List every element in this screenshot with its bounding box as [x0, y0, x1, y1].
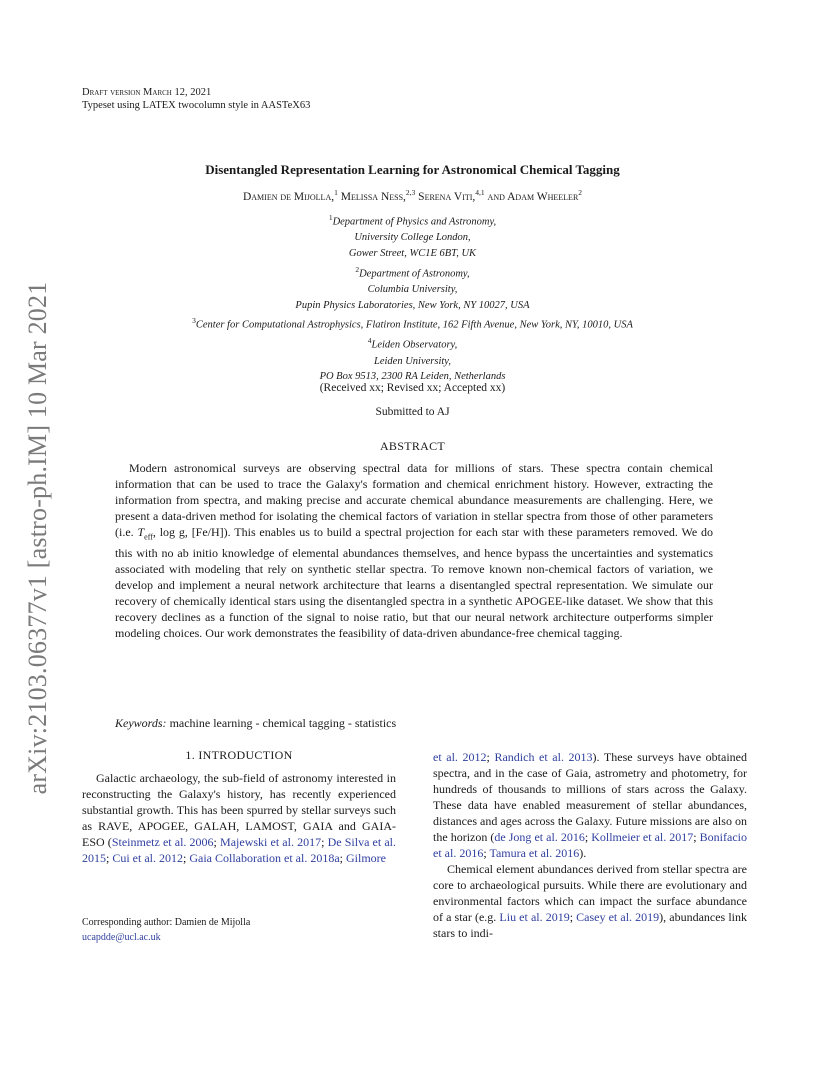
- author: Serena Viti,$^{4,1}$: [418, 188, 485, 203]
- citation-link[interactable]: Casey et al. 2019: [576, 910, 660, 924]
- received-dates: (Received xx; Revised xx; Accepted xx): [319, 382, 506, 394]
- affiliation-line: PO Box 9513, 2300 RA Leiden, Netherlands: [319, 371, 506, 383]
- abstract-body: Modern astronomical surveys are observing spectral data for millions of stars. These spectra contain chemical information that can be used to trace the Galaxy's formation and chemical enrichment history. However, extracting the information from spectra, and making precise and accurate chemical abundance measurements are challenging. Here, we present a data-driven method for isolating the chemical factors of variation in stellar spectra from those of other parameters (i.e. $T_{eff}$, log g, [Fe/H]). This enables us to build a spectral projection for each star with these parameters removed. We do this with no ab initio knowledge of elemental abundances themselves, and hence bypass the uncertainties and systematics associated with modeling that rely on synthetic stellar spectra. To remove known non-chemical factors of variation, we develop and implement a neural network architecture that learns a disentangled spectral representation. We simulate our recovery of chemically identical stars using the disentangled spectra in a synthetic APOGEE-like dataset. We show that this recovery declines as a function of the signal to noise ratio, but that our neural network architecture outperforms simpler modeling choices. Our work demonstrates the feasibility of data-driven abundance-free chemical tagging.: [115, 461, 714, 641]
- draft-version: Draft version March 12, 2021: [82, 87, 212, 98]
- citation-link[interactable]: Gaia Collaboration et al. 2018a: [189, 851, 340, 865]
- affiliation-line: University College London,: [354, 232, 471, 244]
- affiliation-line: $^2$Department of Astronomy,: [355, 264, 470, 280]
- author: and Adam Wheeler$^2$: [487, 188, 583, 203]
- typeset-note: Typeset using LATEX twocolumn style in AASTeX63: [82, 100, 311, 111]
- section-heading: 1. INTRODUCTION: [185, 748, 293, 762]
- left-column: Galactic archaeology, the sub-field of astronomy interested in reconstructing the Galaxy's history, has recently experienced substantial growth. This has been spurred by stellar surveys such as RAVE, APOGEE, GALAH, LAMOST, GAIA and GAIA-ESO (Steinmetz et al. 2006; Majewski et al. 2017; De Silva et al. 2015; Cui et al. 2012; Gaia Collaboration et al. 2018a; Gilmore: [82, 771, 396, 865]
- corresponding-author: Corresponding author: Damien de Mijolla: [82, 917, 251, 928]
- affiliation-line: $^3$Center for Computational Astrophysics, Flatiron Institute, 162 Fifth Avenue, New York, NY, 10010, USA: [192, 316, 633, 331]
- citation-link[interactable]: Steinmetz et al. 2006: [111, 835, 214, 849]
- arxiv-stamp: [14, 268, 62, 808]
- citation-link[interactable]: Liu et al. 2019: [499, 910, 570, 924]
- affiliation-line: Columbia University,: [367, 283, 458, 295]
- affiliation-line: $^1$Department of Physics and Astronomy,: [328, 213, 497, 228]
- footnote: [82, 915, 250, 945]
- right-column: et al. 2012; Randich et al. 2013). These surveys have obtained spectra, and in the case of Gaia, astrometry and photometry, for hundreds of thousands to millions of stars across the Galaxy. These data have enabled measurement of stellar abundances, distances and ages across the Galaxy. Future missions are also on the horizon (de Jong et al. 2016; Kollmeier et al. 2017; Bonifacio et al. 2016; Tamura et al. 2016). Chemical element abundances derived from stellar spectra are core to archaeological pursuits. While there are evolutionary and environmental factors which can impact the surface abundance of a star (e.g. Liu et al. 2019; Casey et al. 2019), abundances link stars to indi-: [433, 750, 747, 940]
- email-link[interactable]: ucapdde@ucl.ac.uk: [82, 932, 161, 943]
- citation-link[interactable]: Randich et al. 2013: [494, 750, 593, 764]
- affiliations: [80, 210, 745, 385]
- paper-title: Disentangled Representation Learning for Astronomical Chemical Tagging: [205, 162, 620, 177]
- author: Melissa Ness,$^{2,3}$: [340, 188, 416, 203]
- citation-link[interactable]: Majewski et al. 2017: [220, 835, 322, 849]
- keywords-text: machine learning - chemical tagging - statistics: [169, 716, 397, 730]
- keywords: [115, 716, 713, 731]
- affiliation-line: $^4$Leiden Observatory,: [367, 336, 458, 351]
- author: Damien de Mijolla,$^1$: [242, 188, 338, 203]
- affiliation-line: Leiden University,: [374, 355, 451, 367]
- author-list: [80, 188, 745, 203]
- abstract-heading: ABSTRACT: [379, 439, 446, 453]
- citation-link[interactable]: De Silva et al. 2015: [82, 835, 396, 865]
- affiliation-line: Pupin Physics Laboratories, New York, NY 10027, USA: [295, 299, 530, 311]
- arxiv-id: arXiv:2103.06377v1 [astro-ph.IM] 10 Mar 2021: [23, 281, 52, 795]
- keywords-label: Keywords:: [115, 716, 167, 730]
- affiliation-line: Gower Street, WC1E 6BT, UK: [348, 247, 477, 259]
- citation-link[interactable]: Kollmeier et al. 2017: [591, 830, 694, 844]
- citation-link[interactable]: Cui et al. 2012: [112, 851, 184, 865]
- header: [82, 86, 310, 112]
- citation-link[interactable]: de Jong et al. 2016: [494, 830, 585, 844]
- citation-link[interactable]: et al. 2012: [433, 750, 487, 764]
- submitted-to: Submitted to AJ: [375, 406, 450, 418]
- citation-link[interactable]: Tamura et al. 2016: [489, 846, 580, 860]
- citation-link[interactable]: Bonifacio et al. 2016: [433, 830, 747, 860]
- citation-link[interactable]: Gilmore: [346, 851, 386, 865]
